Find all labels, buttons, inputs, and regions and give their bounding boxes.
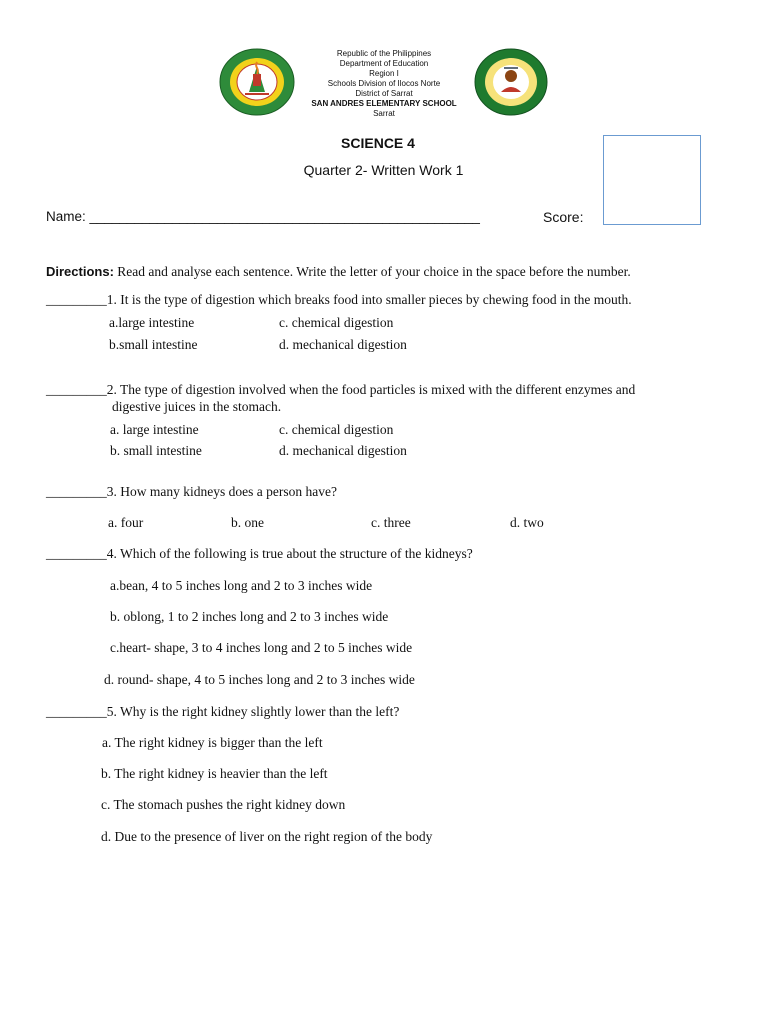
question-2: _________2. The type of digestion involved when the food particles is mixed with the different enzymes and: [46, 382, 636, 397]
q3-option-d: d. two: [510, 515, 544, 530]
q2-option-d: d. mechanical digestion: [279, 443, 407, 458]
q5-option-c: c. The stomach pushes the right kidney down: [101, 797, 346, 812]
q3-option-a: a. four: [108, 515, 144, 530]
directions: [46, 264, 631, 280]
q5-option-d: d. Due to the presence of liver on the right region of the body: [101, 829, 433, 844]
q4-option-b: b. oblong, 1 to 2 inches long and 2 to 3 inches wide: [110, 609, 389, 624]
q1-option-a: a.large intestine: [109, 315, 195, 330]
q1-option-d: d. mechanical digestion: [279, 337, 407, 352]
q1-option-c: c. chemical digestion: [279, 315, 394, 330]
header-line-6: SAN ANDRES ELEMENTARY SCHOOL: [311, 99, 457, 108]
q4-option-d: d. round- shape, 4 to 5 inches long and 2 to 3 inches wide: [104, 672, 415, 687]
question-5: _________5. Why is the right kidney slightly lower than the left?: [46, 704, 400, 719]
q4-option-a: a.bean, 4 to 5 inches long and 2 to 3 inches wide: [110, 578, 373, 593]
q3-option-c: c. three: [371, 515, 411, 530]
question-1: _________1. It is the type of digestion which breaks food into smaller pieces by chewing food in the mouth.: [46, 292, 632, 307]
q3-option-b: b. one: [231, 515, 264, 530]
q2-option-c: c. chemical digestion: [279, 422, 394, 437]
q5-option-b: b. The right kidney is heavier than the left: [101, 766, 328, 781]
question-2-cont: digestive juices in the stomach.: [112, 399, 282, 414]
page-subtitle: Quarter 2- Written Work 1: [303, 162, 464, 178]
q1-option-b: b.small intestine: [109, 337, 198, 352]
header-line-2: Department of Education: [339, 59, 429, 68]
header-line-4: Schools Division of Ilocos Norte: [327, 79, 441, 88]
name-field[interactable]: Name: ____________________________________________________: [46, 209, 480, 224]
score-box[interactable]: [603, 135, 701, 225]
header-line-5: District of Sarrat: [355, 89, 413, 98]
header-line-3: Region I: [369, 69, 399, 78]
school-logo: [219, 48, 295, 116]
q4-option-c: c.heart- shape, 3 to 4 inches long and 2 to 5 inches wide: [110, 640, 413, 655]
deped-logo: [474, 48, 548, 116]
question-3: _________3. How many kidneys does a person have?: [46, 484, 337, 499]
q5-option-a: a. The right kidney is bigger than the left: [102, 735, 323, 750]
q2-option-a: a. large intestine: [110, 422, 199, 437]
score-label: Score:: [543, 209, 584, 225]
q2-option-b: b. small intestine: [110, 443, 202, 458]
directions-text: Read and analyse each sentence. Write the letter of your choice in the space before the number.: [117, 264, 631, 279]
question-4: _________4. Which of the following is true about the structure of the kidneys?: [46, 546, 473, 561]
header-line-7: Sarrat: [373, 109, 395, 118]
header-line-1: Republic of the Philippines: [336, 49, 432, 58]
page-title: SCIENCE 4: [341, 135, 415, 151]
directions-label: Directions:: [46, 264, 114, 279]
